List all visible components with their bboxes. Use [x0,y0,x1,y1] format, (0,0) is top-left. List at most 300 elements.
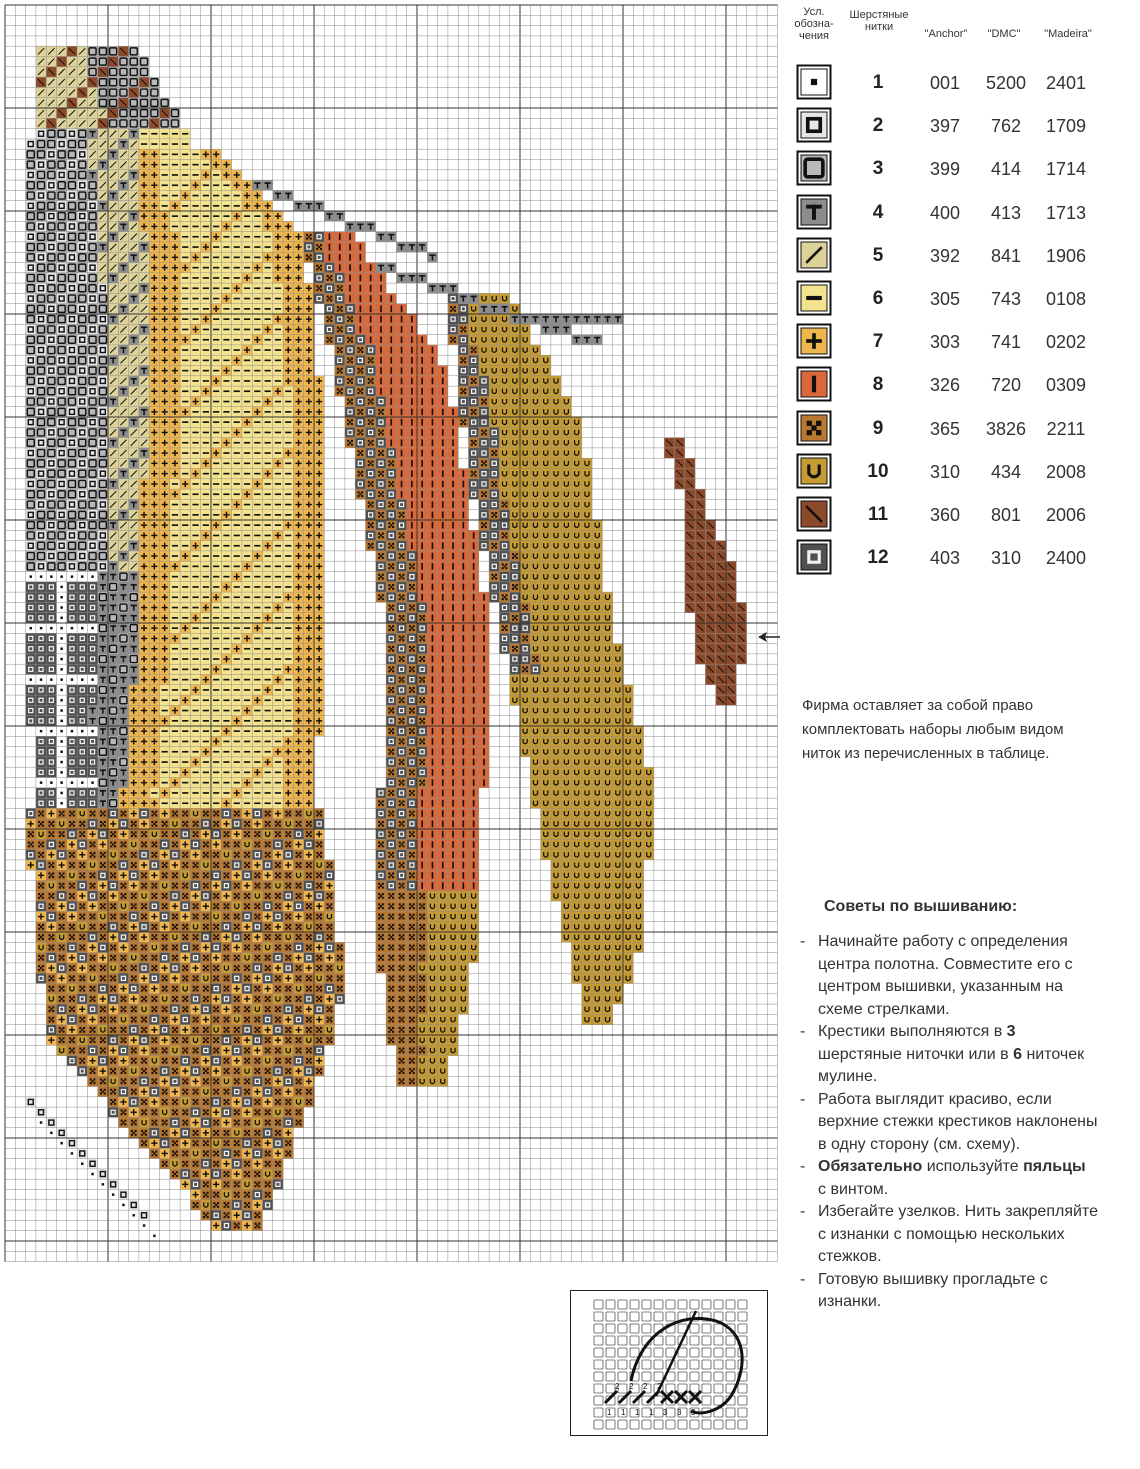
stitch-cell [602,716,612,726]
stitch-cell [592,551,602,561]
stitch-cell [46,335,56,345]
stitch-cell [644,788,654,798]
stitch-cell [87,808,97,818]
stitch-cell [190,747,200,757]
dmc-code: 5200 [985,73,1027,93]
stitch-cell [263,263,273,273]
stitch-cell [211,1159,221,1169]
stitch-cell [211,252,221,262]
stitch-cell [273,273,283,283]
stitch-cell [551,664,561,674]
stitch-cell [77,232,87,242]
stitch-cell [67,654,77,664]
legend-row [790,496,1135,536]
stitch-cell [170,201,180,211]
stitch-cell [36,726,46,736]
stitch-cell [602,726,612,736]
stitch-cell [190,1169,200,1179]
stitch-cell [561,778,571,788]
stitch-cell [221,572,231,582]
stitch-cell [283,520,293,530]
stitch-cell [190,551,200,561]
stitch-cell [623,788,633,798]
stitch-cell [489,592,499,602]
stitch-cell [458,922,468,932]
stitch-cell [293,1097,303,1107]
stitch-cell [582,613,592,623]
stitch-cell [201,180,211,190]
stitch-cell [355,242,365,252]
stitch-cell [417,572,427,582]
stitch-cell [427,602,437,612]
stitch-cell [98,129,108,139]
stitch-cell [458,355,468,365]
stitch-cell [160,510,170,520]
stitch-cell [366,407,376,417]
stitch-cell [57,695,67,705]
stitch-cell [417,479,427,489]
stitch-cell [221,1045,231,1055]
stitch-cell [129,108,139,118]
stitch-cell [376,829,386,839]
stitch-cell [77,953,87,963]
stitch-cell [57,417,67,427]
stitch-cell [67,932,77,942]
stitch-cell [221,963,231,973]
stitch-cell [57,355,67,365]
stitch-cell [129,654,139,664]
stitch-cell [273,1097,283,1107]
stitch-cell [180,458,190,468]
stitch-cell [232,355,242,365]
stitch-cell [98,644,108,654]
stitch-cell [293,778,303,788]
stitch-cell [561,530,571,540]
stitch-cell [149,1014,159,1024]
stitch-cell [530,355,540,365]
stitch-cell [87,726,97,736]
stitch-cell [438,1035,448,1045]
stitch-cell [386,1014,396,1024]
stitch-cell [417,1035,427,1045]
stitch-cell [118,602,128,612]
stitch-cell [149,180,159,190]
stitch-cell [221,438,231,448]
stitch-cell [46,448,56,458]
stitch-cell [541,644,551,654]
stitch-cell [283,263,293,273]
stitch-cell [77,881,87,891]
stitch-cell [427,541,437,551]
stitch-cell [77,242,87,252]
stitch-cell [108,994,118,1004]
stitch-cell [613,932,623,942]
stitch-cell [36,46,46,56]
madeira-code: 2400 [1045,548,1087,569]
stitch-cell [67,376,77,386]
stitch-cell [57,726,67,736]
stitch-cell [160,633,170,643]
stitch-cell [108,602,118,612]
stitch-cell [211,870,221,880]
stitch-cell [355,293,365,303]
stitch-cell [407,335,417,345]
stitch-cell [541,767,551,777]
stitch-cell [221,726,231,736]
stitch-cell [232,1138,242,1148]
stitch-cell [170,499,180,509]
stitch-cell [87,57,97,67]
stitch-cell [77,860,87,870]
stitch-cell [180,757,190,767]
stitch-cell [551,808,561,818]
stitch-cell [479,489,489,499]
stitch-cell [396,685,406,695]
stitch-cell [57,1128,67,1138]
stitch-cell [129,736,139,746]
stitch-cell [149,1066,159,1076]
stitch-cell [87,263,97,273]
stitch-cell [396,839,406,849]
stitch-cell [221,561,231,571]
stitch-cell [190,1190,200,1200]
stitch-cell [232,427,242,437]
stitch-cell [417,881,427,891]
stitch-cell [36,829,46,839]
wool-header [840,9,918,33]
stitch-cell [510,530,520,540]
stitch-cell [469,860,479,870]
stitch-cell [448,716,458,726]
stitch-cell [77,932,87,942]
stitch-cell [396,273,406,283]
stitch-cell [149,1035,159,1045]
stitch-cell [46,602,56,612]
stitch-cell [139,376,149,386]
stitch-cell [252,942,262,952]
stitch-cell [304,757,314,767]
stitch-cell [469,808,479,818]
stitch-cell [129,396,139,406]
stitch-cell [633,829,643,839]
stitch-cell [26,438,36,448]
stitch-cell [448,489,458,499]
stitch-cell [530,602,540,612]
stitch-cell [273,190,283,200]
stitch-cell [242,376,252,386]
stitch-cell [499,417,509,427]
stitch-cell [57,304,67,314]
stitch-cell [263,1014,273,1024]
stitch-cell [170,1056,180,1066]
stitch-cell [242,1035,252,1045]
stitch-cell [160,778,170,788]
stitch-cell [479,376,489,386]
stitch-cell [232,1169,242,1179]
stitch-cell [108,314,118,324]
stitch-cell [129,726,139,736]
stitch-cell [572,911,582,921]
stitch-cell [386,293,396,303]
stitch-cell [232,592,242,602]
stitch-cell [623,901,633,911]
stitch-cell [221,345,231,355]
dmc-code: 434 [990,461,1022,482]
stitch-cell [36,190,46,200]
stitch-cell [232,1097,242,1107]
stitch-cell [582,881,592,891]
stitch-cell [118,324,128,334]
stitch-cell [314,396,324,406]
stitch-cell [242,1128,252,1138]
stitch-cell [726,602,736,612]
stitch-cell [232,973,242,983]
stitch-cell [180,582,190,592]
stitch-cell [283,881,293,891]
stitch-cell [438,1066,448,1076]
stitch-cell [242,819,252,829]
stitch-cell [180,881,190,891]
stitch-cell [252,541,262,551]
stitch-cell [201,273,211,283]
stitch-cell [77,355,87,365]
stitch-cell [149,489,159,499]
stitch-cell [242,263,252,273]
legend-number: 8 [872,374,884,396]
stitch-cell [623,973,633,983]
stitch-cell [396,778,406,788]
stitch-cell [561,458,571,468]
stitch-cell [293,1056,303,1066]
stitch-cell [396,1066,406,1076]
stitch-cell [87,757,97,767]
stitch-cell [427,747,437,757]
stitch-cell [57,757,67,767]
stitch-cell [499,335,509,345]
stitch-cell [283,592,293,602]
stitch-cell [87,108,97,118]
stitch-cell [561,922,571,932]
stitch-cell [273,499,283,509]
stitch-cell [221,417,231,427]
stitch-cell [520,324,530,334]
stitch-cell [232,1210,242,1220]
stitch-cell [520,747,530,757]
stitch-cell [427,345,437,355]
stitch-cell [201,860,211,870]
stitch-cell [108,953,118,963]
stitch-cell [201,911,211,921]
stitch-cell [283,808,293,818]
stitch-cell [469,870,479,880]
stitch-cell [242,458,252,468]
stitch-cell [283,221,293,231]
stitch-cell [118,252,128,262]
stitch-cell [386,633,396,643]
stitch-cell [139,798,149,808]
stitch-cell [633,808,643,818]
stitch-cell [304,469,314,479]
stitch-cell [613,685,623,695]
stitch-cell [77,757,87,767]
stitch-cell [87,664,97,674]
stitch-cell [386,778,396,788]
stitch-cell [407,798,417,808]
stitch-cell [180,201,190,211]
stitch-cell [129,46,139,56]
stitch-cell [221,499,231,509]
stitch-cell [263,881,273,891]
stitch-cell [67,427,77,437]
stitch-cell [46,592,56,602]
stitch-cell [36,881,46,891]
stitch-cell [396,499,406,509]
stitch-cell [108,984,118,994]
stitch-cell [108,479,118,489]
stitch-cell [366,355,376,365]
stitch-cell [98,201,108,211]
stitch-cell [263,427,273,437]
stitch-cell [252,1179,262,1189]
stitch-cell [263,407,273,417]
stitch-cell [376,860,386,870]
stitch-cell [324,252,334,262]
stitch-cell [376,304,386,314]
stitch-cell [87,396,97,406]
stitch-cell [396,335,406,345]
stitch-cell [551,438,561,448]
stitch-cell [67,705,77,715]
stitch-cell [530,530,540,540]
stitch-cell [77,994,87,1004]
stitch-cell [129,1097,139,1107]
stitch-cell [57,973,67,983]
stitch-cell [283,664,293,674]
stitch-cell [160,901,170,911]
stitch-cell [221,911,231,921]
stitch-cell [613,881,623,891]
stitch-cell [314,901,324,911]
stitch-cell [458,1004,468,1014]
stitch-cell [541,438,551,448]
stitch-cell [469,396,479,406]
stitch-cell [118,386,128,396]
stitch-cell [242,1148,252,1158]
stitch-cell [427,551,437,561]
stitch-cell [613,850,623,860]
tip-bullet: - [800,1203,806,1220]
stitch-cell [201,1169,211,1179]
stitch-cell [77,438,87,448]
stitch-cell [160,263,170,273]
stitch-cell [221,396,231,406]
stitch-cell [242,623,252,633]
stitch-cell [129,129,139,139]
stitch-cell [221,510,231,520]
stitch-cell [232,788,242,798]
stitch-cell [201,1128,211,1138]
stitch-cell [170,190,180,200]
stitch-cell [211,808,221,818]
stitch-cell [530,561,540,571]
stitch-cell [129,850,139,860]
stitch-cell [510,458,520,468]
stitch-cell [283,911,293,921]
stitch-cell [469,891,479,901]
stitch-cell [118,561,128,571]
stitch-cell [87,1025,97,1035]
stitch-cell [407,572,417,582]
stitch-cell [623,829,633,839]
stitch-cell [263,242,273,252]
stitch-cell [520,685,530,695]
stitch-cell [602,592,612,602]
stitch-cell [283,561,293,571]
stitch-cell [252,530,262,540]
stitch-cell [160,767,170,777]
stitch-cell [283,1014,293,1024]
stitch-cell [396,922,406,932]
stitch-cell [705,520,715,530]
stitch-cell [180,716,190,726]
stitch-cell [345,335,355,345]
stitch-cell [417,932,427,942]
stitch-cell [77,1004,87,1014]
stitch-cell [283,602,293,612]
stitch-cell [160,541,170,551]
stitch-cell [314,582,324,592]
stitch-cell [448,736,458,746]
stitch-cell [67,582,77,592]
stitch-cell [26,850,36,860]
stitch-cell [417,891,427,901]
stitch-cell [541,757,551,767]
stitch-cell [129,911,139,921]
stitch-cell [67,77,77,87]
stitch-cell [551,376,561,386]
stitch-cell [273,870,283,880]
stitch-cell [180,911,190,921]
stitch-cell [77,1025,87,1035]
stitch-cell [221,623,231,633]
stitch-cell [448,530,458,540]
stitch-cell [221,551,231,561]
stitch-cell [67,798,77,808]
stitch-cell [26,324,36,334]
stitch-cell [149,324,159,334]
stitch-cell [57,592,67,602]
stitch-cell [77,901,87,911]
stitch-cell [129,860,139,870]
stitch-cell [438,685,448,695]
stitch-cell [582,891,592,901]
stitch-cell [417,644,427,654]
stitch-cell [46,376,56,386]
stitch-cell [314,283,324,293]
stitch-cell [417,798,427,808]
stitch-cell [180,180,190,190]
stitch-cell [118,499,128,509]
stitch-cell [499,314,509,324]
stitch-cell [180,1025,190,1035]
stitch-cell [499,541,509,551]
stitch-cell [180,160,190,170]
stitch-cell [448,551,458,561]
stitch-cell [139,932,149,942]
stitch-cell [304,644,314,654]
stitch-cell [263,1128,273,1138]
stitch-cell [46,726,56,736]
